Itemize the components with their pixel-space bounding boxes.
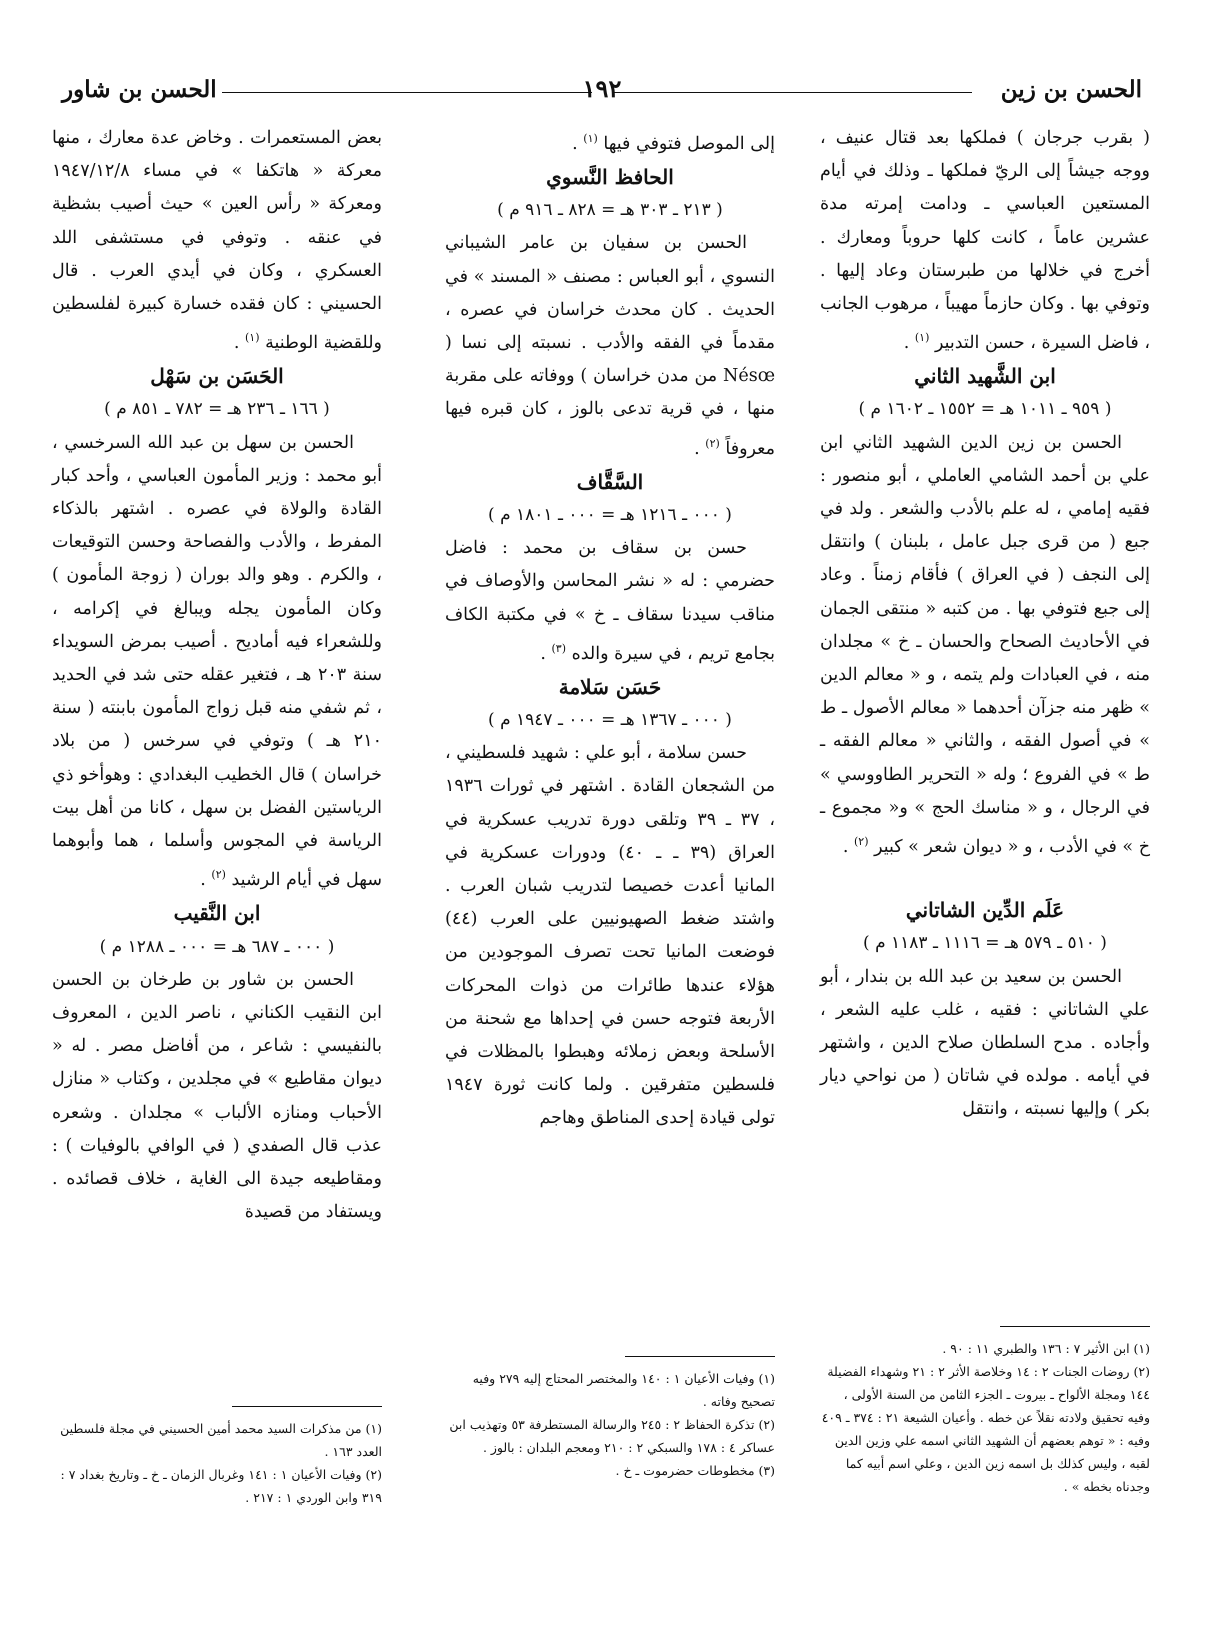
entry-body: حسن سلامة ، أبو علي : شهيد فلسطيني ، من الشجعان القادة . اشتهر في ثورات ١٩٣٦ ، ٣٧ ـ ٣٩ وتلقى دورة تدريب عسكرية في العراق (٣٩ ـ ـ ٤٠) ودورات عسكرية في المانيا أعدت خصيصا لتدريب شبان العرب . واشتد ضغط الصهيونيين على العرب (٤٤) فوضعت المانيا تحت تصرف الموجودين من هؤلاء عندها طائرات من ذوات المحركات الأربعة فتوجه حسن في إحداها مع شحنة من الأسلحة وبعض زملائه وهبطوا بالمظلات في فلسطين متفرقين . ولما كانت ثورة ١٩٤٧ تولى قيادة إحدى المناطق وهاجم bbox=[445, 743, 775, 1129]
entry-body: الحسن بن زين الدين الشهيد الثاني ابن علي بن أحمد الشامي العاملي ، أبو منصور : فقيه إمامي ، له علم بالأدب والشعر . ولد في جبع ( من قرى جبل عامل ، بلبنان ) وانتقل إلى النجف ( في العراق ) فأقام زمناً . وعاد إلى جبع فتوفي بها . من كتبه « منتقى الجمان في الأحاديث الصحاح والحسان ـ خ » مجلدان منه ، في العبادات ولم يتمه ، و « معالم الدين » ظهر منه جزآن أحدهما « معالم الأصول ـ ط » في أصول الفقه ، والثاني « معالم الفقه ـ ط » في الفروع ؛ وله « التحرير الطاووسي » في الرجال ، و « مناسك الحج » و« مجموع ـ خ » في الأدب ، و « ديوان شعر » كبير $^{(٢)}$ . bbox=[820, 432, 1150, 857]
footnote-rule bbox=[1000, 1326, 1150, 1327]
page-number: ١٩٢ bbox=[582, 74, 622, 103]
footnote: (٣) مخطوطات حضرموت ـ خ . bbox=[615, 1463, 775, 1478]
footnote: (١) من مذكرات السيد محمد أمين الحسيني في مجلة فلسطين العدد ١٦٣ . bbox=[60, 1421, 382, 1459]
entry-dates: ( ٩٥٩ ـ ١٠١١ هـ = ١٥٥٢ ـ ١٦٠٢ م ) bbox=[858, 399, 1112, 420]
footnote: (١) وفيات الأعيان ١ : ١٤٠ والمختصر المحتاج إليه ٢٧٩ وفيه تصحيح وفاته . bbox=[472, 1371, 775, 1409]
footnote: (٢) تذكرة الحفاظ ٢ : ٢٤٥ والرسالة المستطرفة ٥٣ وتهذيب ابن عساكر ٤ : ١٧٨ والسبكي ٢ : ٢١٠ ومعجم البلدان : بالوز . bbox=[449, 1417, 775, 1455]
entry-dates: ( ٠٠٠ ـ ٦٨٧ هـ = ٠٠٠ ـ ١٢٨٨ م ) bbox=[99, 936, 335, 957]
entry-body: الحسن بن سفيان بن عامر الشيباني النسوي ، أبو العباس : مصنف « المسند » في الحديث . كان محدث خراسان في عصره ، مقدماً في الفقه والأدب . نسبته إلى نسا ( Nésœ من مدن خراسان ) ووفاته على مقربة منها ، في قرية تدعى بالوز ، كان قبره فيها معروفاً $^{(٢)}$ . bbox=[445, 233, 775, 459]
entry-body: الحسن بن شاور بن طرخان بن الحسن ابن النقيب الكناني ، ناصر الدين ، المعروف بالنفيسي : شاعر ، من أفاضل مصر . له « ديوان مقاطيع » في مجلدين ، وكتاب « منازل الأحباب ومنازه الألباب » مجلدان . وشعره عذب قال الصفدي ( في الوافي بالوفيات ) : ومقاطيعه جيدة الى الغاية ، خلاف قصائده . ويستفاد من قصيدة bbox=[52, 969, 382, 1223]
footnotes-right bbox=[820, 1326, 1150, 1498]
header-left-title: الحسن بن شاور bbox=[62, 76, 217, 103]
header-rule-left bbox=[222, 92, 592, 93]
column-left bbox=[52, 122, 382, 1229]
header-right-title: الحسن بن زين bbox=[1000, 76, 1142, 103]
column-middle bbox=[445, 122, 775, 1136]
entry-body: الحسن بن سعيد بن عبد الله بن بندار ، أبو علي الشاتاني : فقيه ، غلب عليه الشعر ، وأجاده . مدح السلطان صلاح الدين ، واشتهر في أيامه . مولده في شاتان ( من نواحي ديار بكر ) وإليها نسبته ، وانتقل bbox=[820, 966, 1150, 1120]
entry-title: عَلَم الدِّين الشاتاني bbox=[905, 898, 1065, 923]
entry-title: السَّقَّاف bbox=[576, 469, 644, 494]
column-right bbox=[820, 122, 1150, 1127]
header-rule-right bbox=[612, 92, 972, 93]
entry-dates: ( ٢١٣ ـ ٣٠٣ هـ = ٨٢٨ ـ ٩١٦ م ) bbox=[497, 200, 723, 221]
entry-body: حسن بن سقاف بن محمد : فاضل حضرمي : له « نشر المحاسن والأوصاف في مناقب سيدنا سقاف ـ خ » في مكتبة الكاف بجامع تريم ، في سيرة والده $^{(٣)}$ . bbox=[445, 538, 775, 664]
footnote: (١) ابن الأثير ٧ : ١٣٦ والطبري ١١ : ٩٠ . bbox=[942, 1341, 1150, 1356]
entry-dates: ( ٠٠٠ ـ ١٢١٦ هـ = ٠٠٠ ـ ١٨٠١ م ) bbox=[488, 504, 732, 525]
entry-title: حَسَن سَلامة bbox=[558, 674, 662, 699]
entry-dates: ( ٠٠٠ ـ ١٣٦٧ هـ = ٠٠٠ ـ ١٩٤٧ م ) bbox=[488, 709, 732, 730]
footnotes-left bbox=[52, 1406, 382, 1509]
running-header bbox=[62, 76, 1142, 110]
footnote-rule bbox=[232, 1406, 382, 1407]
entry-title: ابن النَّقيب bbox=[173, 901, 261, 926]
entry-title: ابن الشَّهيد الثاني bbox=[914, 364, 1056, 389]
continued-text: بعض المستعمرات . وخاض عدة معارك ، منها معركة « هاتكفا » في مساء ١٩٤٧/١٢/٨ ومعركة « رأس العين » حيث أصيب بشظية في عنقه . وتوفي في مستشفى اللد العسكري ، وكان في أيدي العرب . قال الحسيني : كان فقده خسارة كبيرة لفلسطين وللقضية الوطنية $^{(١)}$ . bbox=[52, 128, 382, 354]
continued-text: ( بقرب جرجان ) فملكها بعد قتال عنيف ، ووجه جيشاً إلى الريّ فملكها ـ وذلك في أيام المستعين العباسي ـ ودامت إمرته مدة عشرين عاماً ، كانت كلها حروباً ومعارك . أخرج في خلالها من طبرستان وعاد إليها . وتوفي بها . وكان حازماً مهيباً ، مرهوب الجانب ، فاضل السيرة ، حسن التدبير $^{(١)}$ . bbox=[820, 128, 1150, 354]
footnote-rule bbox=[625, 1356, 775, 1357]
entry-title: الحَسَن بن سَهْل bbox=[150, 364, 284, 389]
footnotes-middle bbox=[445, 1356, 775, 1482]
footnote: (٢) روضات الجنات ٢ : ١٤ وخلاصة الأثر ٢ : ٢١ وشهداء الفضيلة ١٤٤ ومجلة الألواح ـ بيروت ـ الجزء الثامن من السنة الأولى ، وفيه تحقيق ولادته نقلاً عن خطه . وأعيان الشيعة ٢١ : ٣٧٤ ـ ٤٠٩ وفيه : « توهم بعضهم أن الشهيد الثاني اسمه علي وزين الدين لقبه ، وليس كذلك بل اسمه زين الدين ، وعلي اسم أبيه كما وجدناه بخطه » . bbox=[821, 1364, 1150, 1494]
footnote: (٢) وفيات الأعيان ١ : ١٤١ وغربال الزمان ـ خ ـ وتاريخ بغداد ٧ : ٣١٩ وابن الوردي ١ : ٢١٧ . bbox=[60, 1467, 382, 1505]
entry-title: الحافظ النَّسوي bbox=[546, 165, 674, 190]
entry-dates: ( ٥١٠ ـ ٥٧٩ هـ = ١١١٦ ـ ١١٨٣ م ) bbox=[863, 933, 1107, 954]
entry-body: الحسن بن سهل بن عبد الله السرخسي ، أبو محمد : وزير المأمون العباسي ، وأحد كبار القادة والولاة في عصره . اشتهر بالذكاء المفرط ، والأدب والفصاحة وحسن التوقيعات ، والكرم . وهو والد بوران ( زوجة المأمون ) وكان المأمون يجله ويبالغ في إكرامه ، وللشعراء فيه أماديح . أصيب بمرض السويداء سنة ٢٠٣ هـ ، فتغير عقله حتى شد في الحديد ، ثم شفي منه قبل زواج المأمون بابنته ( سنة ٢١٠ هـ ) وتوفي في سرخس ( من بلاد خراسان ) قال الخطيب البغدادي : وهوأخو ذي الرياستين الفضل بن سهل ، كانا من أهل بيت الرياسة في المجوس وأسلما ، هما وأبوهما سهل في أيام الرشيد $^{(٢)}$ . bbox=[52, 432, 382, 891]
entry-dates: ( ١٦٦ ـ ٢٣٦ هـ = ٧٨٢ ـ ٨٥١ م ) bbox=[104, 399, 330, 420]
continued-text: إلى الموصل فتوفي فيها $^{(١)}$ . bbox=[572, 132, 775, 154]
